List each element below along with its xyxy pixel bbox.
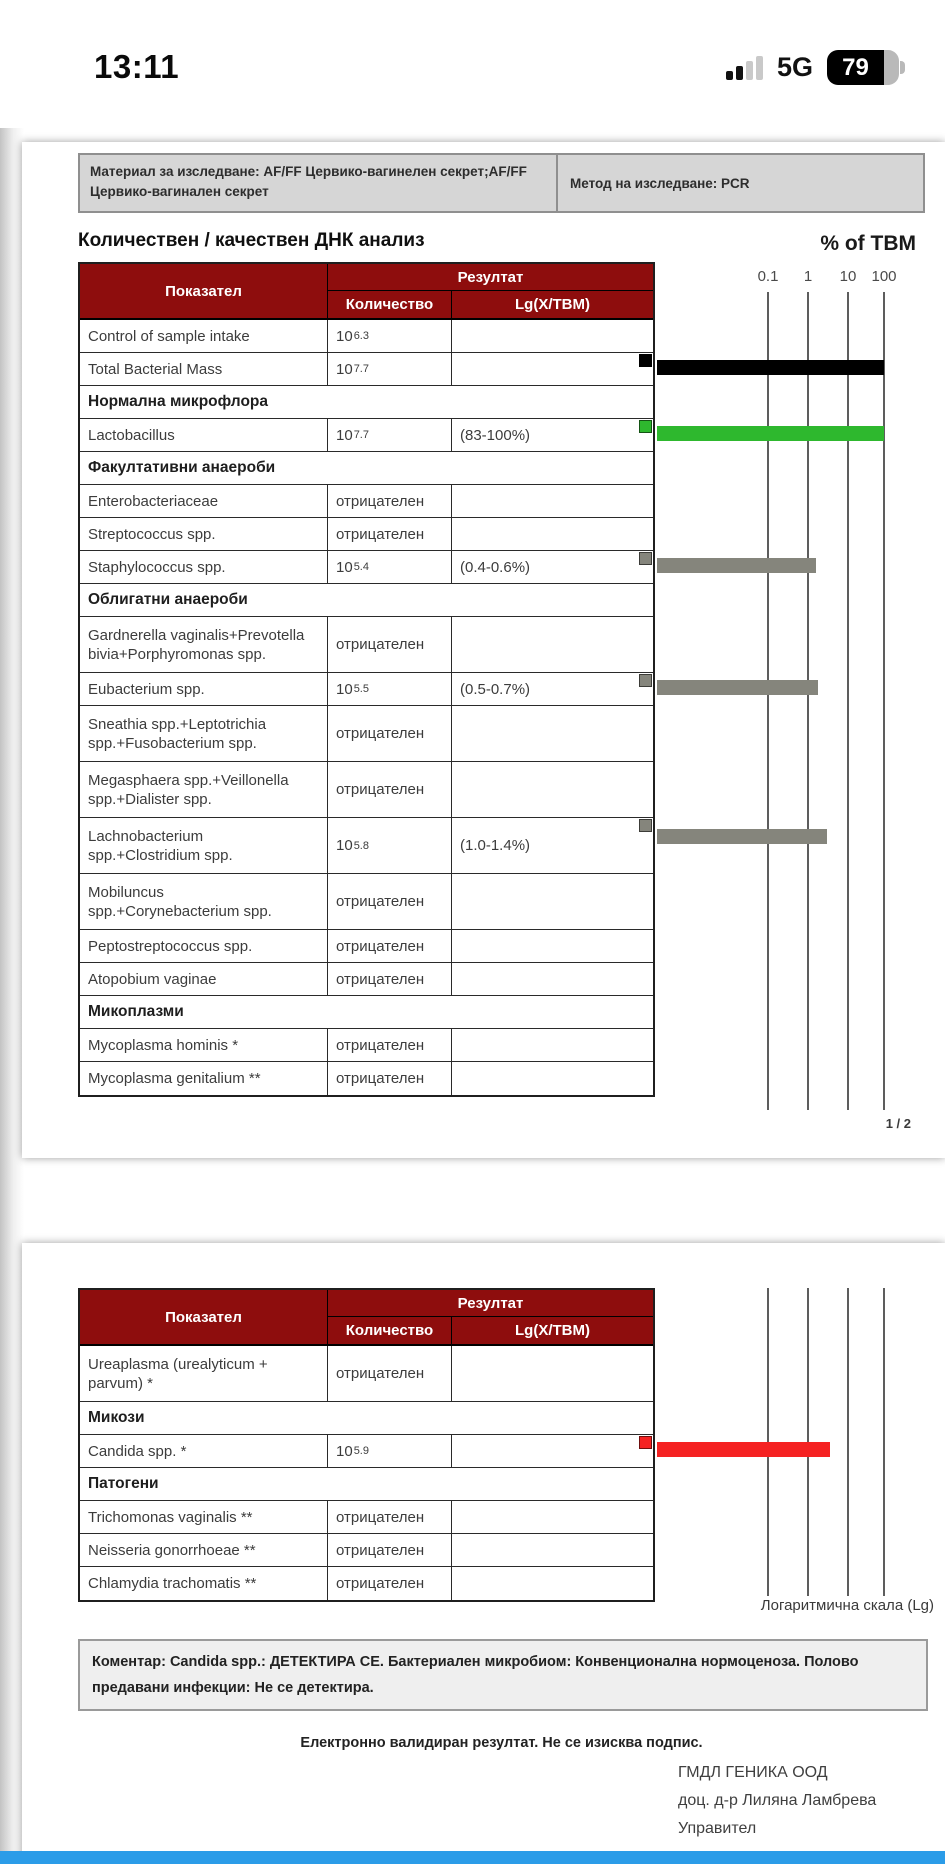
signature-name: доц. д-р Лиляна Ламбрева	[678, 1792, 877, 1809]
lg-cell	[452, 1029, 653, 1061]
indicator-cell: Enterobacteriaceae	[80, 485, 328, 517]
specimen-header-box	[78, 153, 925, 213]
header-indicator: Показател	[80, 1290, 328, 1344]
lg-cell	[452, 706, 653, 761]
result-marker	[639, 420, 652, 433]
comment-box: Коментар: Candida spp.: ДЕТЕКТИРА СЕ. Бактериален микробиом: Конвенционална нормоценоза. Полово предавани инфекции: Не се детектира.	[78, 1639, 928, 1711]
results-table-page1	[78, 262, 655, 1097]
lg-cell	[452, 1567, 653, 1600]
table-header	[80, 1290, 653, 1346]
table-section-row	[80, 386, 653, 419]
lg-cell	[452, 320, 653, 352]
lg-cell	[452, 485, 653, 517]
lg-cell	[452, 963, 653, 995]
quantity-cell: отрицателен	[328, 1346, 452, 1401]
gridline	[883, 292, 885, 1110]
gridline	[767, 292, 769, 1110]
lg-cell: (0.4-0.6%)	[452, 551, 653, 583]
table-row	[80, 419, 653, 452]
table-row	[80, 963, 653, 996]
lg-cell	[452, 353, 653, 385]
result-marker	[639, 354, 652, 367]
table-row	[80, 617, 653, 673]
method-label: Метод на изследване: PCR	[570, 175, 750, 191]
log-scale-label: Логаритмична скала (Lg)	[760, 1597, 934, 1614]
table-section-row	[80, 1468, 653, 1501]
table-row	[80, 485, 653, 518]
quantity-cell: отрицателен	[328, 874, 452, 929]
indicator-cell: Lachnobacterium spp.+Clostridium spp.	[80, 818, 328, 873]
table-section-row	[80, 452, 653, 485]
indicator-cell: Trichomonas vaginalis **	[80, 1501, 328, 1533]
lg-cell	[452, 617, 653, 672]
quantity-cell: отрицателен	[328, 963, 452, 995]
section-title: Факултативни анаероби	[88, 459, 276, 476]
chart-bar	[657, 360, 884, 375]
quantity-cell: 10 7.7	[328, 353, 452, 385]
signature-org: ГМДЛ ГЕНИКА ООД	[678, 1764, 828, 1781]
lg-cell	[452, 518, 653, 550]
table-row	[80, 1567, 653, 1600]
section-title: Микози	[88, 1409, 145, 1426]
lg-cell	[452, 930, 653, 962]
table-row	[80, 320, 653, 353]
page-indicator: 1 / 2	[885, 1116, 911, 1131]
signature-block	[678, 1759, 876, 1843]
report-page-1	[22, 142, 945, 1158]
chart-bar	[657, 1442, 830, 1457]
header-quantity: Количество	[328, 291, 452, 318]
indicator-cell: Chlamydia trachomatis **	[80, 1567, 328, 1600]
header-lg: Lg(X/TBM)	[515, 296, 590, 313]
quantity-cell: 10 5.9	[328, 1435, 452, 1467]
gridline	[847, 1288, 849, 1596]
header-indicator: Показател	[80, 264, 328, 318]
lg-cell	[452, 1062, 653, 1095]
quantity-cell: отрицателен	[328, 706, 452, 761]
report-title: Количествен / качествен ДНК анализ	[78, 230, 425, 251]
lg-cell	[452, 762, 653, 817]
indicator-cell: Ureaplasma (urealyticum + parvum) *	[80, 1346, 328, 1401]
chart-bar	[657, 829, 827, 844]
result-marker	[639, 674, 652, 687]
table-row	[80, 930, 653, 963]
result-marker	[639, 1436, 652, 1449]
table-section-row	[80, 1402, 653, 1435]
result-marker	[639, 819, 652, 832]
quantity-cell: отрицателен	[328, 1029, 452, 1061]
network-type-label: 5G	[776, 52, 813, 82]
table-row	[80, 673, 653, 706]
chart-bar	[657, 426, 884, 441]
quantity-cell: отрицателен	[328, 930, 452, 962]
table-row	[80, 1346, 653, 1402]
header-lg: Lg(X/TBM)	[515, 1322, 590, 1339]
quantity-cell: отрицателен	[328, 1501, 452, 1533]
validation-note: Електронно валидиран резултат. Не се изисква подпис.	[300, 1735, 703, 1751]
axis-tick: 1	[803, 268, 813, 285]
quantity-cell: 10 7.7	[328, 419, 452, 451]
lg-cell	[452, 1346, 653, 1401]
gridline	[883, 1288, 885, 1596]
quantity-cell: 10 6.3	[328, 320, 452, 352]
indicator-cell: Mycoplasma genitalium **	[80, 1062, 328, 1095]
chart-bar	[657, 680, 818, 695]
axis-tick: 10	[839, 268, 857, 285]
indicator-cell: Control of sample intake	[80, 320, 328, 352]
home-indicator-bar	[0, 1851, 945, 1864]
cellular-signal-icon	[726, 56, 763, 80]
indicator-cell: Lactobacillus	[80, 419, 328, 451]
quantity-cell: 10 5.4	[328, 551, 452, 583]
indicator-cell: Sneathia spp.+Leptotrichia spp.+Fusobacterium spp.	[80, 706, 328, 761]
result-marker	[639, 552, 652, 565]
indicator-cell: Gardnerella vaginalis+Prevotella bivia+Porphyromonas spp.	[80, 617, 328, 672]
header-result: Резултат	[328, 264, 653, 291]
table-row	[80, 1501, 653, 1534]
battery-icon	[827, 50, 905, 85]
table-row	[80, 551, 653, 584]
table-row	[80, 1534, 653, 1567]
axis-tick: 0.1	[757, 268, 779, 285]
status-bar	[0, 0, 945, 110]
quantity-cell: отрицателен	[328, 485, 452, 517]
section-title: Микоплазми	[88, 1003, 184, 1020]
quantity-cell: отрицателен	[328, 1534, 452, 1566]
table-row	[80, 1062, 653, 1095]
indicator-cell: Eubacterium spp.	[80, 673, 328, 705]
chart-title: % of TBM	[820, 232, 916, 255]
report-page-2	[22, 1243, 945, 1864]
section-title: Облигатни анаероби	[88, 591, 248, 608]
axis-tick: 100	[871, 268, 897, 285]
table-row	[80, 762, 653, 818]
lg-cell	[452, 1534, 653, 1566]
section-title: Нормална микрофлора	[88, 393, 269, 410]
indicator-cell: Atopobium vaginae	[80, 963, 328, 995]
indicator-cell: Streptococcus spp.	[80, 518, 328, 550]
quantity-cell: отрицателен	[328, 1062, 452, 1095]
quantity-cell: отрицателен	[328, 762, 452, 817]
indicator-cell: Staphylococcus spp.	[80, 551, 328, 583]
table-row	[80, 518, 653, 551]
results-table-page2	[78, 1288, 655, 1602]
table-row	[80, 706, 653, 762]
table-header	[80, 264, 653, 320]
lg-cell: (83-100%)	[452, 419, 653, 451]
table-row	[80, 874, 653, 930]
indicator-cell: Candida spp. *	[80, 1435, 328, 1467]
indicator-cell: Mobiluncus spp.+Corynebacterium spp.	[80, 874, 328, 929]
table-row	[80, 1029, 653, 1062]
quantity-cell: 10 5.5	[328, 673, 452, 705]
battery-empty-segment	[884, 50, 899, 85]
quantity-cell: 10 5.8	[328, 818, 452, 873]
section-title: Патогени	[88, 1475, 159, 1492]
status-time: 13:11	[94, 48, 180, 85]
lg-cell	[452, 874, 653, 929]
header-result: Резултат	[328, 1290, 653, 1317]
material-label: Материал за изследване: AF/FF Цервико-вагинелен секрет;AF/FF Цервико-вагинален секрет	[80, 155, 558, 211]
gridline	[807, 292, 809, 1110]
battery-nub	[900, 61, 905, 74]
gridline	[847, 292, 849, 1110]
indicator-cell: Megasphaera spp.+Veillonella spp.+Dialister spp.	[80, 762, 328, 817]
indicator-cell: Neisseria gonorrhoeae **	[80, 1534, 328, 1566]
table-section-row	[80, 584, 653, 617]
table-row	[80, 1435, 653, 1468]
quantity-cell: отрицателен	[328, 1567, 452, 1600]
indicator-cell: Total Bacterial Mass	[80, 353, 328, 385]
quantity-cell: отрицателен	[328, 518, 452, 550]
page-edge-shadow	[0, 128, 24, 1864]
table-section-row	[80, 996, 653, 1029]
header-quantity: Количество	[328, 1317, 452, 1344]
signature-role: Управител	[678, 1820, 757, 1837]
indicator-cell: Mycoplasma hominis *	[80, 1029, 328, 1061]
quantity-cell: отрицателен	[328, 617, 452, 672]
battery-level: 79	[827, 50, 884, 85]
lg-cell: (0.5-0.7%)	[452, 673, 653, 705]
lg-cell	[452, 1435, 653, 1467]
status-right-cluster	[726, 50, 905, 85]
lg-cell: (1.0-1.4%)	[452, 818, 653, 873]
table-row	[80, 353, 653, 386]
lg-cell	[452, 1501, 653, 1533]
chart-bar	[657, 558, 816, 573]
table-row	[80, 818, 653, 874]
indicator-cell: Peptostreptococcus spp.	[80, 930, 328, 962]
